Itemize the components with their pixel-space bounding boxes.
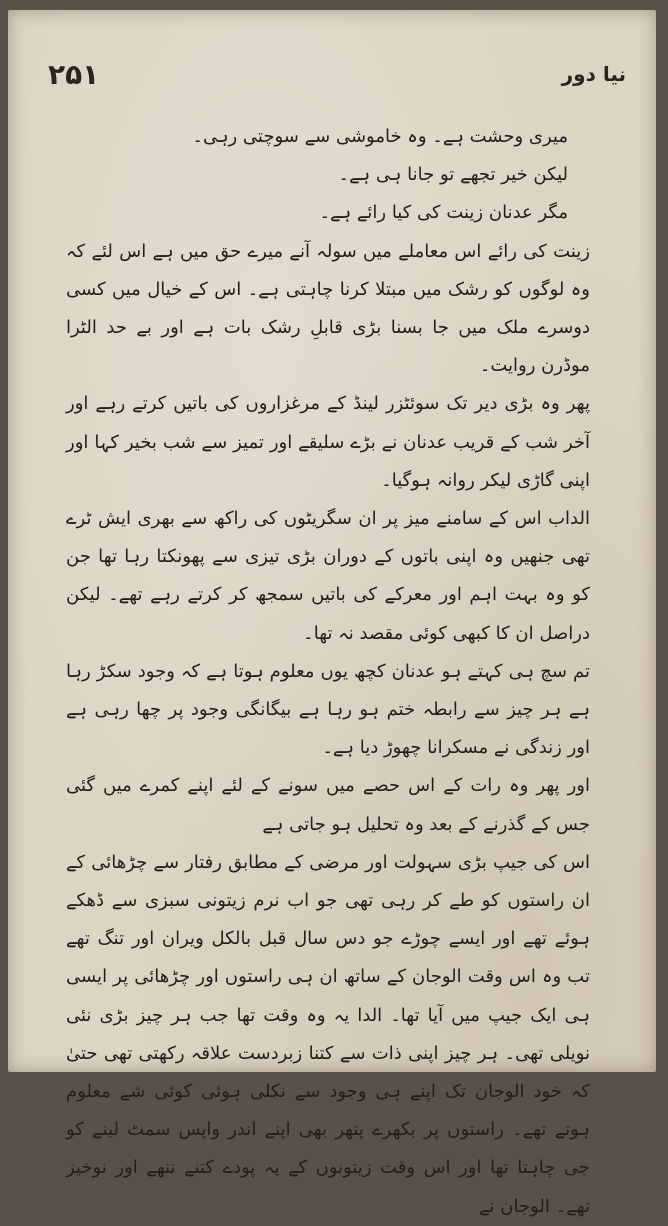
paragraph: اس کی جیپ بڑی سہولت اور مرضی کے مطابق رفتار سے چڑھائی کے ان راستوں کو طے کر رہی تھی جو اب نرم زیتونی سبزی سے ڈھکے ہوئے تھے اور ایسے چوڑے جو دس سال قبل بالکل ویران اور تنگ تھے تب وہ اس وقت الوجان کے ساتھ ان ہی راستوں اور چڑھائی پر ایسی ہی ایک جیپ میں آیا تھا۔ الدا یہ وہ وقت تھا جب ہر چیز بڑی نئی نویلی تھی۔ ہر چیز اپنی ذات سے کتنا زبردست علاقہ رکھتی تھی حتیٰ کہ خود الوجان تک اپنے ہی وجود سے نکلی ہوئی کوئی شے معلوم ہوتے تھے۔ راستوں پر بکھرے پتھر بھی اپنے اندر واپس سمٹ لینے کو جی چاہتا تھا اور اس وقت زیتونوں کے یہ پودے کتنے ننھے اور نوخیز تھے۔ الوجان نے (66, 851, 590, 1217)
page-header (48, 58, 626, 98)
book-page (8, 10, 656, 1217)
paragraph: میری وحشت ہے۔ وہ خاموشی سے سوچتی رہی۔ (192, 126, 568, 147)
paragraph: پھر وہ بڑی دیر تک سوئٹزر لینڈ کے مرغزاروں کی باتیں کرتے رہے اور آخر شب کے قریب عدنان نے بڑے سلیقے اور تمیز سے شب بخیر کہا اور اپنی گاڑی لیکر روانہ ہوگیا۔ (66, 393, 590, 491)
page-number: ۱۵۲ (48, 58, 100, 91)
paragraph: لیکن خیر تجھے تو جانا ہی ہے۔ (338, 164, 568, 186)
paragraph: الداب اس کے سامنے میز پر ان سگریٹوں کی راکھ سے بھری ایش ٹرے تھی جنھیں وہ اپنی باتوں کے دوران بڑی تیزی سے پھونکتا رہا تھا جن کو وہ بہت اہم اور معرکے کی باتیں سمجھ کر کرتے رہے تھے۔ لیکن دراصل ان کا کبھی کوئی مقصد نہ تھا۔ (66, 508, 590, 644)
running-title: نیا دور (561, 62, 626, 86)
paragraph: مگر عدنان زینت کی کیا رائے ہے۔ (319, 202, 568, 224)
body-text (66, 118, 590, 1226)
paragraph: اور پھر وہ رات کے اس حصے میں سونے کے لئے اپنے کمرے میں گئی جس کے گذرنے کے بعد وہ تحلیل ہو جاتی ہے (66, 775, 590, 835)
paragraph: تم سچ ہی کہتے ہو عدنان کچھ یوں معلوم ہوتا ہے کہ وجود سکڑ رہا ہے ہر چیز سے رابطہ ختم ہو رہا ہے بیگانگی وجود پر چھا رہی ہے اور زندگی نے مسکرانا چھوڑ دیا ہے۔ (66, 660, 590, 759)
paragraph: زینت کی رائے اس معاملے میں سولہ آنے میرے حق میں ہے اس لئے کہ وہ لوگوں کو رشک میں مبتلا کرنا چاہتی ہے۔ اس کے خیال میں کسی دوسرے ملک میں جا بسنا بڑی قابلِ رشک بات ہے اور بے حد الٹرا موڈرن روایت۔ (66, 240, 590, 377)
